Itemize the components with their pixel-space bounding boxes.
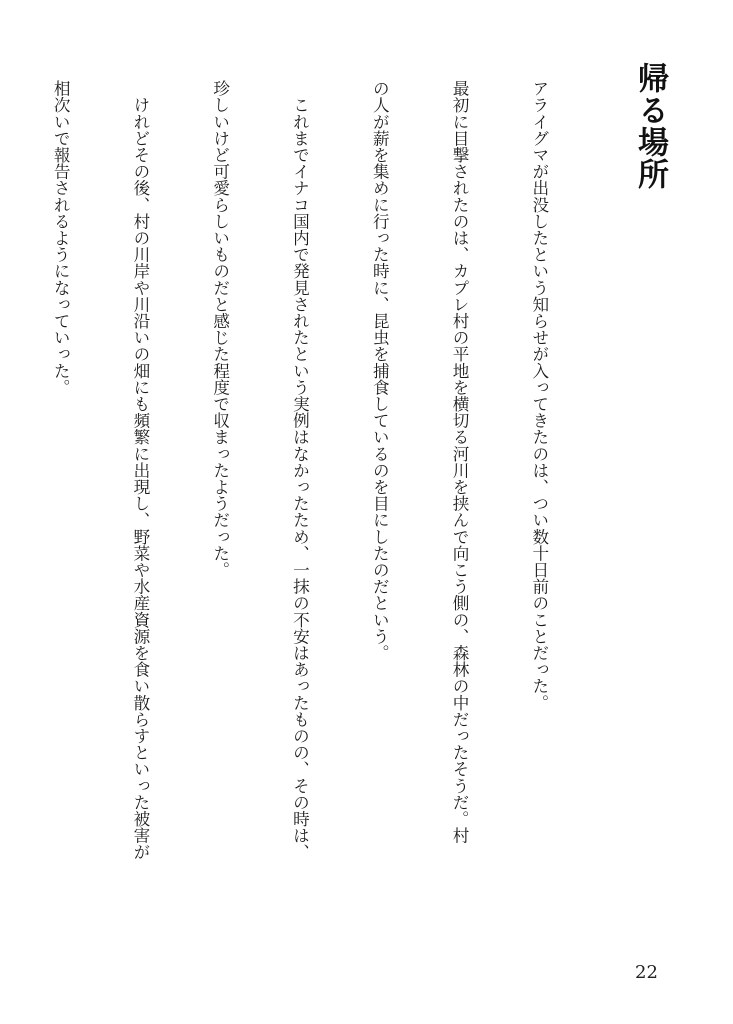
chapter-title: 帰る場所: [632, 62, 668, 190]
body-text: [51, 80, 605, 960]
text-line: の人が薪を集めに行った時に、昆虫を捕食しているのを目にしたのだという。: [370, 80, 390, 661]
text-line: けれどその後、村の川岸や川沿いの畑にも頻繁に出現し、野菜や水産資源を食い散らすといった被害が: [130, 80, 150, 861]
text-line: 最初に目撃されたのは、カプレ村の平地を横切る河川を挟んで向こう側の、森林の中だったそうだ。村: [450, 80, 470, 844]
page-number: 22: [635, 962, 658, 983]
text-line: 相次いで報告されるようになっていった。: [51, 80, 71, 396]
text-line: これまでイナコ国内で発見されたという実例はなかったため、一抹の不安はあったものの、その時は、: [290, 80, 310, 861]
text-line: 珍しいけど可愛らしいものだと感じた程度で収まったようだった。: [210, 80, 230, 578]
text-line: アライグマが出没したという知らせが入ってきたのは、つい数十日前のことだった。: [529, 80, 549, 711]
